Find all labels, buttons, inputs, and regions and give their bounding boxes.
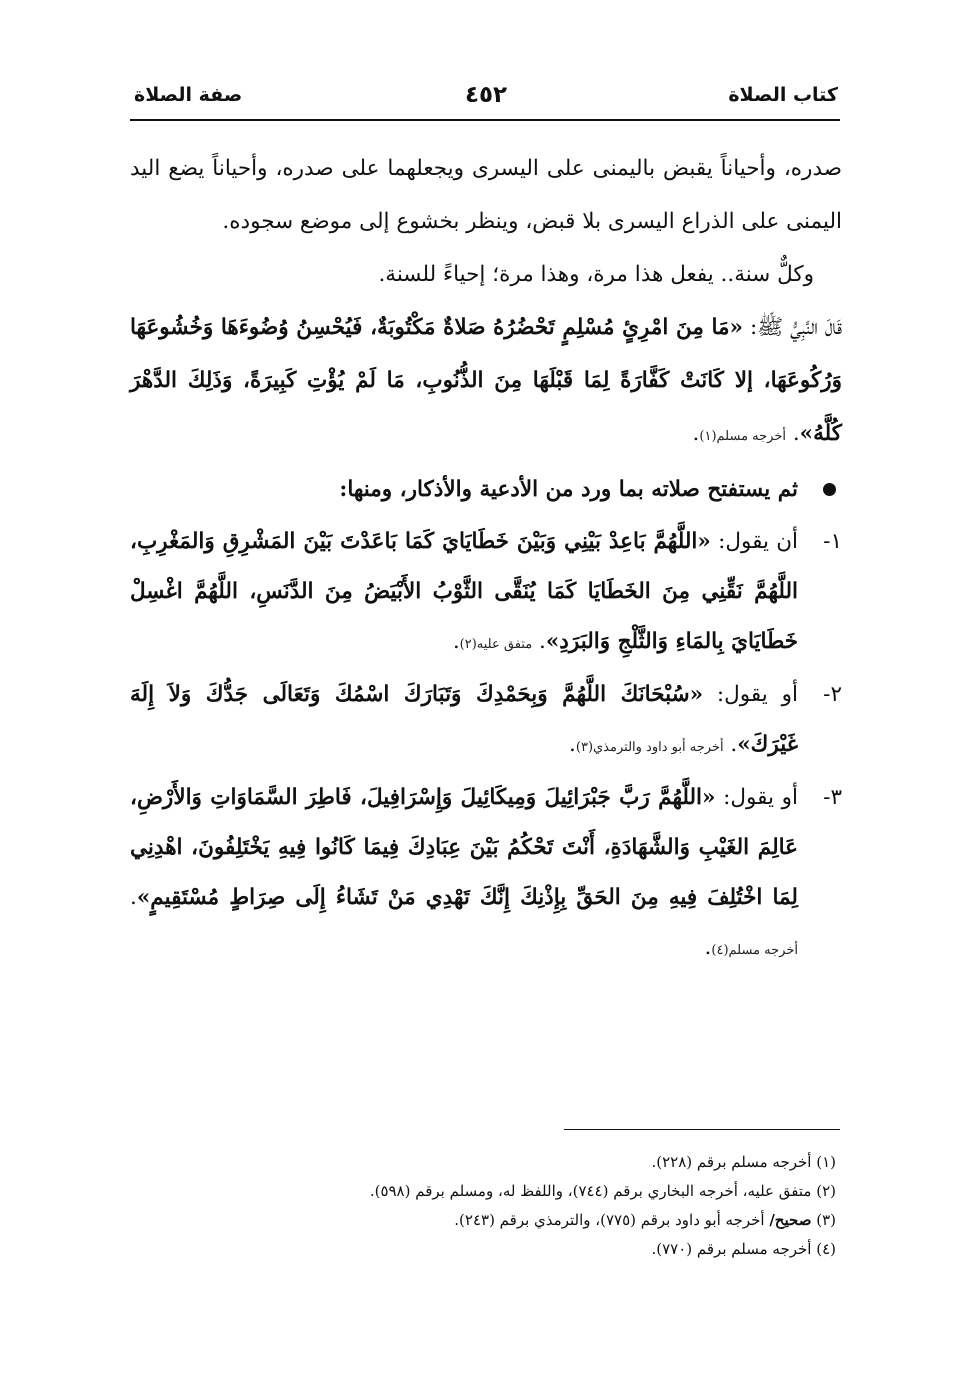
- paragraph-2: وكلٌّ سنة.. يفعل هذا مرة، وهذا مرة؛ إحياءً للسنة.: [378, 262, 814, 287]
- footnote: [130, 1148, 836, 1177]
- footnote-number: (١): [816, 1153, 836, 1171]
- item-intro: أو يقول:: [715, 785, 798, 810]
- book-title: كتاب الصلاة: [728, 84, 838, 106]
- list-item: ٢- أو يقول: «سُبْحَانَكَ اللَّهُمَّ وَبِحَمْدِكَ وَتَبَارَكَ اسْمُكَ وَتَعَالَى جَدُّكَ وَلاَ إِلَهَ غَيْرَكَ». أخرجه أبو داود والترمذي(٣).: [130, 670, 842, 773]
- footnotes: [130, 1148, 836, 1264]
- paragraph-1: صدره، وأحياناً يقبض باليمنى على اليسرى ويجعلهما على صدره، وأحياناً يضع اليد اليمنى على الذراع اليسرى بلا قبض، وينظر بخشوع إلى موضع سجوده.: [130, 156, 842, 234]
- hadith-text: «مَا مِنَ امْرِئٍ مُسْلِمٍ تَحْضُرُهُ صَلاةٌ مَكْتُوبَةٌ، فَيُحْسِنُ وُضُوءَهَا وَخُشُوعَهَا وَرُكُوعَهَا، إلا كَانَتْ كَفَّارَةً لِمَا قَبْلَهَا مِنَ الذُّنُوبِ، مَا لَمْ يُؤْتِ كَبِيرَةً، وَذَلِكَ الدَّهْرَ كُلَّهُ»: [130, 315, 842, 446]
- list-item: ١- أن يقول: «اللَّهُمَّ بَاعِدْ بَيْنِي وَبَيْنَ خَطَايَايَ كَمَا بَاعَدْتَ بَيْنَ المَشْرِقِ وَالمَغْرِبِ، اللَّهُمَّ نَقِّنِي مِنَ الخَطَايَا كَمَا يُنَقَّى الثَّوْبُ الأَبْيَضُ مِنَ الدَّنَسِ، اللَّهُمَّ اغْسِلْ خَطَايَايَ بِالمَاءِ وَالثَّلْجِ وَالبَرَدِ». متفق عليه(٢).: [130, 517, 842, 670]
- footnote-text: متفق عليه، أخرجه البخاري برقم (٧٤٤)، واللفظ له، ومسلم برقم (٥٩٨).: [369, 1182, 812, 1200]
- footnote-text: أخرجه أبو داود برقم (٧٧٥)، والترمذي برقم (٢٤٣).: [454, 1211, 770, 1229]
- footnote-text: أخرجه مسلم برقم (٧٧٠).: [651, 1240, 812, 1258]
- header-rule: [130, 119, 840, 121]
- main-text: [130, 142, 842, 976]
- page-number: ٤٥٢: [464, 82, 508, 108]
- item-source: أخرجه مسلم(٤): [711, 943, 798, 958]
- footnote-number: (٣): [816, 1211, 836, 1229]
- chapter-title: صفة الصلاة: [134, 84, 243, 106]
- running-header: [134, 84, 838, 114]
- hadith-intro: قَالَ النَّبِيُّ ﷺ:: [742, 315, 842, 340]
- item-intro: أن يقول:: [710, 529, 798, 554]
- bullet-icon: [823, 483, 836, 496]
- item-dua: «اللَّهُمَّ بَاعِدْ بَيْنِي وَبَيْنَ خَطَايَايَ كَمَا بَاعَدْتَ بَيْنَ المَشْرِقِ وَالمَغْرِبِ، اللَّهُمَّ نَقِّنِي مِنَ الخَطَايَا كَمَا يُنَقَّى الثَّوْبُ الأَبْيَضُ مِنَ الدَّنَسِ، اللَّهُمَّ اغْسِلْ خَطَايَايَ بِالمَاءِ وَالثَّلْجِ وَالبَرَدِ»: [130, 529, 798, 654]
- item-number: ١-: [823, 529, 842, 554]
- footnote: [130, 1177, 836, 1206]
- item-source: متفق عليه(٢): [459, 637, 533, 652]
- footnote-grade: صحيح/: [769, 1211, 812, 1229]
- item-source: أخرجه أبو داود والترمذي(٣): [575, 740, 724, 755]
- footnote: [130, 1235, 836, 1264]
- bullet-text: ثم يستفتح صلاته بما ورد من الأدعية والأذكار، ومنها:: [339, 477, 798, 502]
- item-number: ٣-: [823, 785, 842, 810]
- footnote-rule: [564, 1129, 840, 1130]
- footnote: [130, 1206, 836, 1235]
- list-item: ٣- أو يقول: «اللَّهُمَّ رَبَّ جَبْرَائِيلَ وَمِيكَائِيلَ وَإِسْرَافِيلَ، فَاطِرَ السَّمَاوَاتِ وَالأَرْضِ، عَالِمَ الغَيْبِ وَالشَّهَادَةِ، أَنْتَ تَحْكُمُ بَيْنَ عِبَادِكَ فِيمَا كَانُوا فِيهِ يَخْتَلِفُونَ، اهْدِنِي لِمَا اخْتُلِفَ فِيهِ مِنَ الحَقِّ بِإِذْنِكَ إِنَّكَ تَهْدِي مَنْ تَشَاءُ إِلَى صِرَاطٍ مُسْتَقِيمٍ». أخرجه مسلم(٤).: [130, 773, 842, 976]
- item-number: ٢-: [823, 682, 842, 707]
- hadith-source: أخرجه مسلم(١): [699, 429, 786, 444]
- hadith-paragraph: قَالَ النَّبِيُّ ﷺ: «مَا مِنَ امْرِئٍ مُسْلِمٍ تَحْضُرُهُ صَلاةٌ مَكْتُوبَةٌ، فَيُحْسِنُ وُضُوءَهَا وَخُشُوعَهَا وَرُكُوعَهَا، إلا كَانَتْ كَفَّارَةً لِمَا قَبْلَهَا مِنَ الذُّنُوبِ، مَا لَمْ يُؤْتِ كَبِيرَةً، وَذَلِكَ الدَّهْرَ كُلَّهُ». أخرجه مسلم(١).: [130, 315, 842, 446]
- footnote-text: أخرجه مسلم برقم (٢٢٨).: [651, 1153, 812, 1171]
- item-intro: أو يقول:: [703, 682, 798, 707]
- item-dua: «سُبْحَانَكَ اللَّهُمَّ وَبِحَمْدِكَ وَتَبَارَكَ اسْمُكَ وَتَعَالَى جَدُّكَ وَلاَ إِلَهَ غَيْرَكَ»: [130, 682, 798, 757]
- item-dua: «اللَّهُمَّ رَبَّ جَبْرَائِيلَ وَمِيكَائِيلَ وَإِسْرَافِيلَ، فَاطِرَ السَّمَاوَاتِ وَالأَرْضِ، عَالِمَ الغَيْبِ وَالشَّهَادَةِ، أَنْتَ تَحْكُمُ بَيْنَ عِبَادِكَ فِيمَا كَانُوا فِيهِ يَخْتَلِفُونَ، اهْدِنِي لِمَا اخْتُلِفَ فِيهِ مِنَ الحَقِّ بِإِذْنِكَ إِنَّكَ تَهْدِي مَنْ تَشَاءُ إِلَى صِرَاطٍ مُسْتَقِيمٍ»: [130, 785, 798, 910]
- footnote-number: (٤): [816, 1240, 836, 1258]
- bullet-heading: [130, 463, 842, 517]
- footnote-number: (٢): [816, 1182, 836, 1200]
